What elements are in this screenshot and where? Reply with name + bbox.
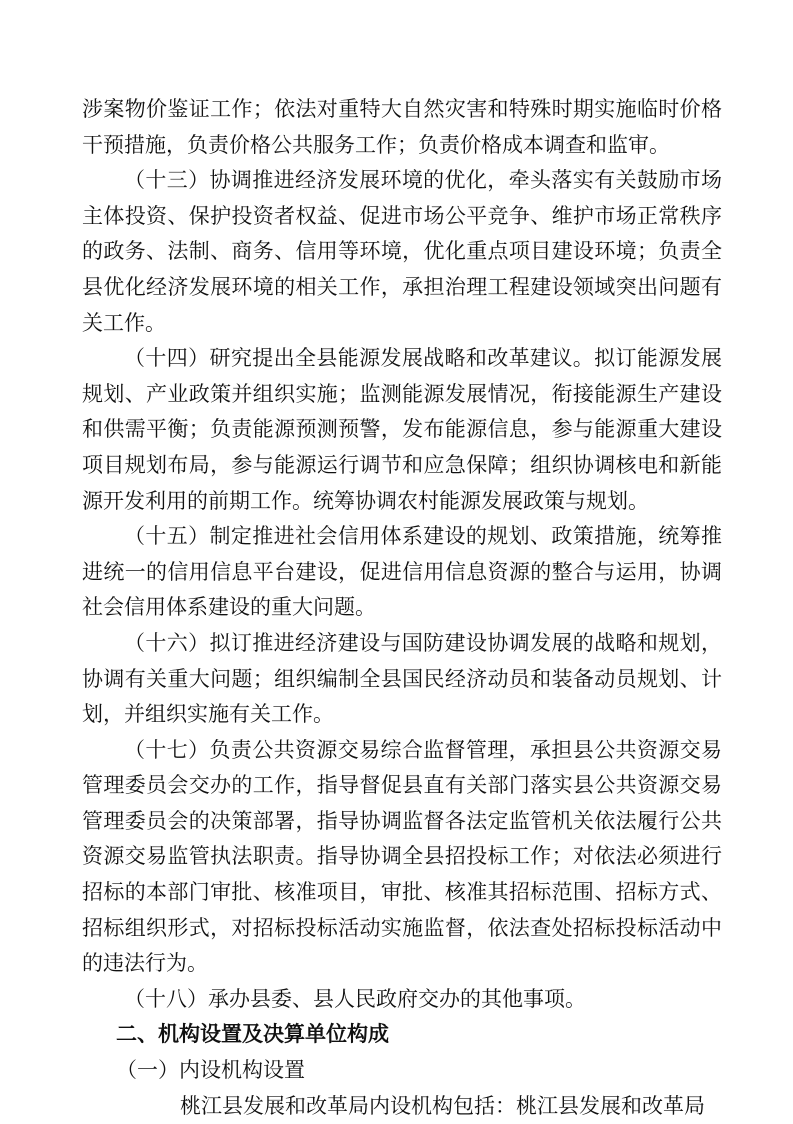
document-body	[82, 92, 722, 1124]
subsection-heading: （一）内设机构设置	[116, 1058, 305, 1083]
paragraph-price-continued: 涉案物价鉴证工作；依法对重特大自然灾害和特殊时期实施临时价格干预措施，负责价格公共服务工作；负责价格成本调查和监审。	[82, 97, 722, 157]
paragraph-item-18: （十八）承办县委、县人民政府交办的其他事项。	[124, 986, 586, 1011]
paragraph-internal-institutions: 桃江县发展和改革局内设机构包括：桃江县发展和改革局	[180, 1093, 705, 1118]
paragraph-item-13: （十三）协调推进经济发展环境的优化，牵头落实有关鼓励市场主体投资、保护投资者权益、促进市场公平竞争、维护市场正常秩序的政务、法制、商务、信用等环境，优化重点项目建设环境；负责全县优化经济发展环境的相关工作，承担治理工程建设领域突出问题有关工作。	[82, 168, 722, 335]
paragraph-item-15: （十五）制定推进社会信用体系建设的规划、政策措施，统筹推进统一的信用信息平台建设，促进信用信息资源的整合与运用，协调社会信用体系建设的重大问题。	[82, 524, 722, 620]
section-heading: 二、机构设置及决算单位构成	[116, 1022, 389, 1047]
paragraph-item-16: （十六）拟订推进经济建设与国防建设协调发展的战略和规划，协调有关重大问题；组织编制全县国民经济动员和装备动员规划、计划，并组织实施有关工作。	[82, 630, 722, 727]
paragraph-item-14: （十四）研究提出全县能源发展战略和改革建议。拟订能源发展规划、产业政策并组织实施；监测能源发展情况，衔接能源生产建设和供需平衡；负责能源预测预警，发布能源信息，参与能源重大建设项目规划布局，参与能源运行调节和应急保障；组织协调核电和新能源开发利用的前期工作。统筹协调农村能源发展政策与规划。	[82, 346, 722, 513]
paragraph-item-17: （十七）负责公共资源交易综合监督管理，承担县公共资源交易管理委员会交办的工作，指导督促县直有关部门落实县公共资源交易管理委员会的决策部署，指导协调监督各法定监管机关依法履行公共资源交易监管执法职责。指导协调全县招投标工作；对依法必须进行招标的本部门审批、核准项目，审批、核准其招标范围、招标方式、招标组织形式，对招标投标活动实施监督，依法查处招标投标活动中的违法行为。	[82, 737, 722, 976]
